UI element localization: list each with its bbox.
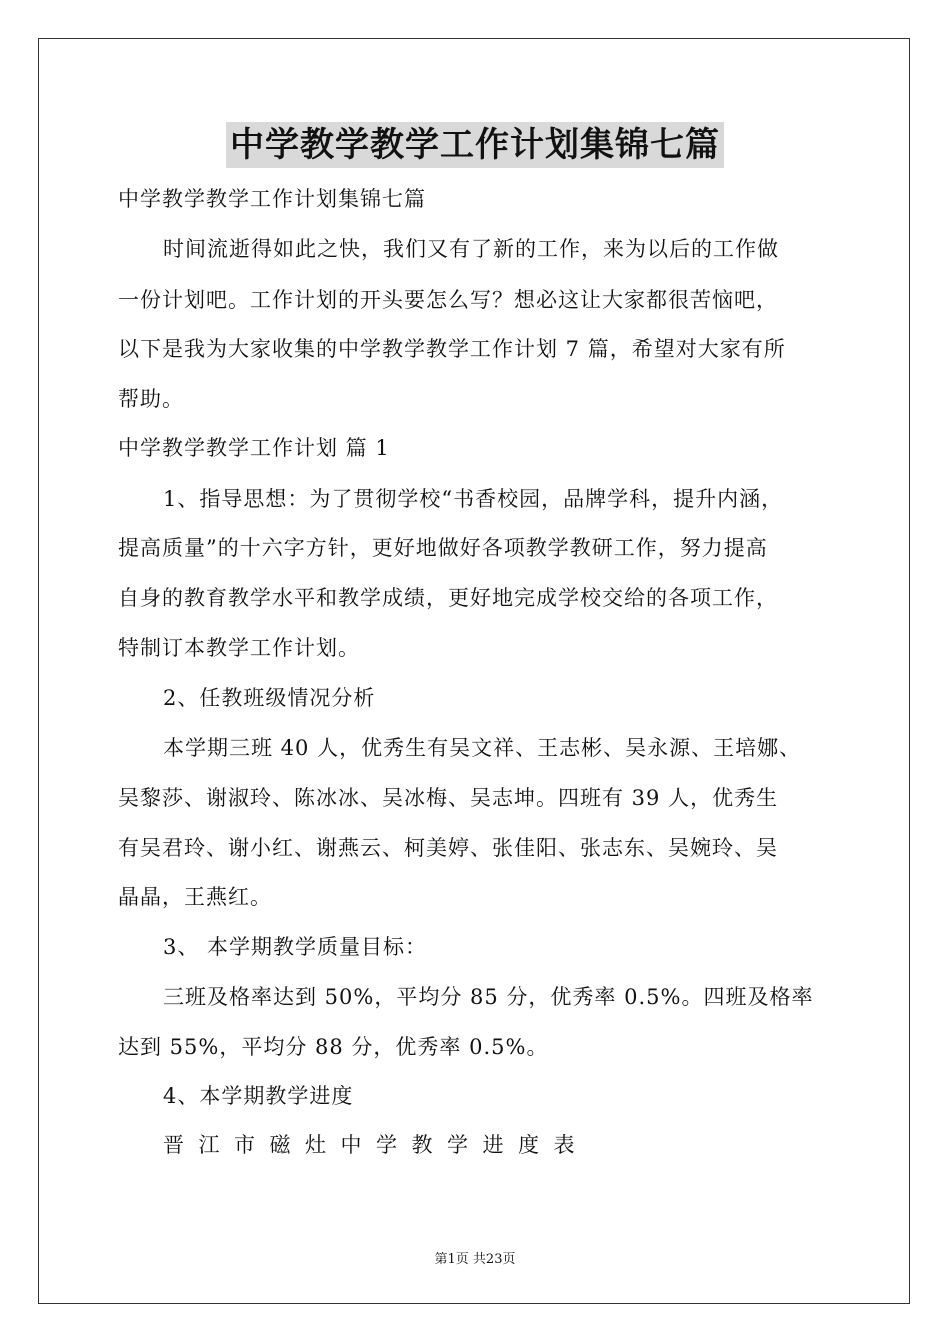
paragraph-line: 提高质量”的十六字方针，更好地做好各项教学教研工作，努力提高	[118, 536, 768, 560]
subtitle-line: 中学教学教学工作计划集锦七篇	[118, 187, 426, 211]
paragraph-line: 本学期三班 40 人，优秀生有吴文祥、王志彬、吴永源、王培娜、	[163, 736, 802, 760]
paragraph-line: 一份计划吧。工作计划的开头要怎么写？想必这让大家都很苦恼吧，	[118, 288, 778, 312]
paragraph-line: 吴黎莎、谢淑玲、陈冰冰、吴冰梅、吴志坤。四班有 39 人，优秀生	[118, 786, 779, 810]
paragraph-line: 帮助。	[118, 387, 184, 411]
paragraph-line: 晶晶，王燕红。	[118, 885, 272, 909]
subheading-line: 4、本学期教学进度	[163, 1084, 354, 1108]
paragraph-line: 三班及格率达到 50%，平均分 85 分，优秀率 0.5%。四班及格率	[163, 985, 814, 1009]
table-caption: 晋江市磁灶中学教学进度表	[163, 1133, 589, 1157]
page-border	[38, 38, 910, 1304]
subheading-line: 2、任教班级情况分析	[163, 686, 376, 710]
section-heading: 中学教学教学工作计划 篇 1	[118, 436, 390, 460]
paragraph-line: 以下是我为大家收集的中学教学教学工作计划 7 篇，希望对大家有所	[118, 337, 786, 361]
paragraph-line: 自身的教育教学水平和教学成绩，更好地完成学校交给的各项工作，	[118, 586, 778, 610]
paragraph-line: 1、指导思想：为了贯彻学校“书香校园，品牌学科，提升内涵，	[163, 487, 784, 511]
title-container	[0, 122, 950, 168]
paragraph-line: 时间流逝得如此之快，我们又有了新的工作，来为以后的工作做	[163, 237, 779, 261]
paragraph-line: 特制订本教学工作计划。	[118, 636, 360, 660]
paragraph-line: 达到 55%，平均分 88 分，优秀率 0.5%。	[118, 1035, 549, 1059]
subheading-line: 3、 本学期教学质量目标：	[163, 935, 428, 959]
paragraph-line: 有吴君玲、谢小红、谢燕云、柯美婷、张佳阳、张志东、吴婉玲、吴	[118, 836, 778, 860]
page-footer: 第1页 共23页	[434, 1252, 516, 1267]
document-title: 中学教学教学工作计划集锦七篇	[226, 122, 724, 168]
